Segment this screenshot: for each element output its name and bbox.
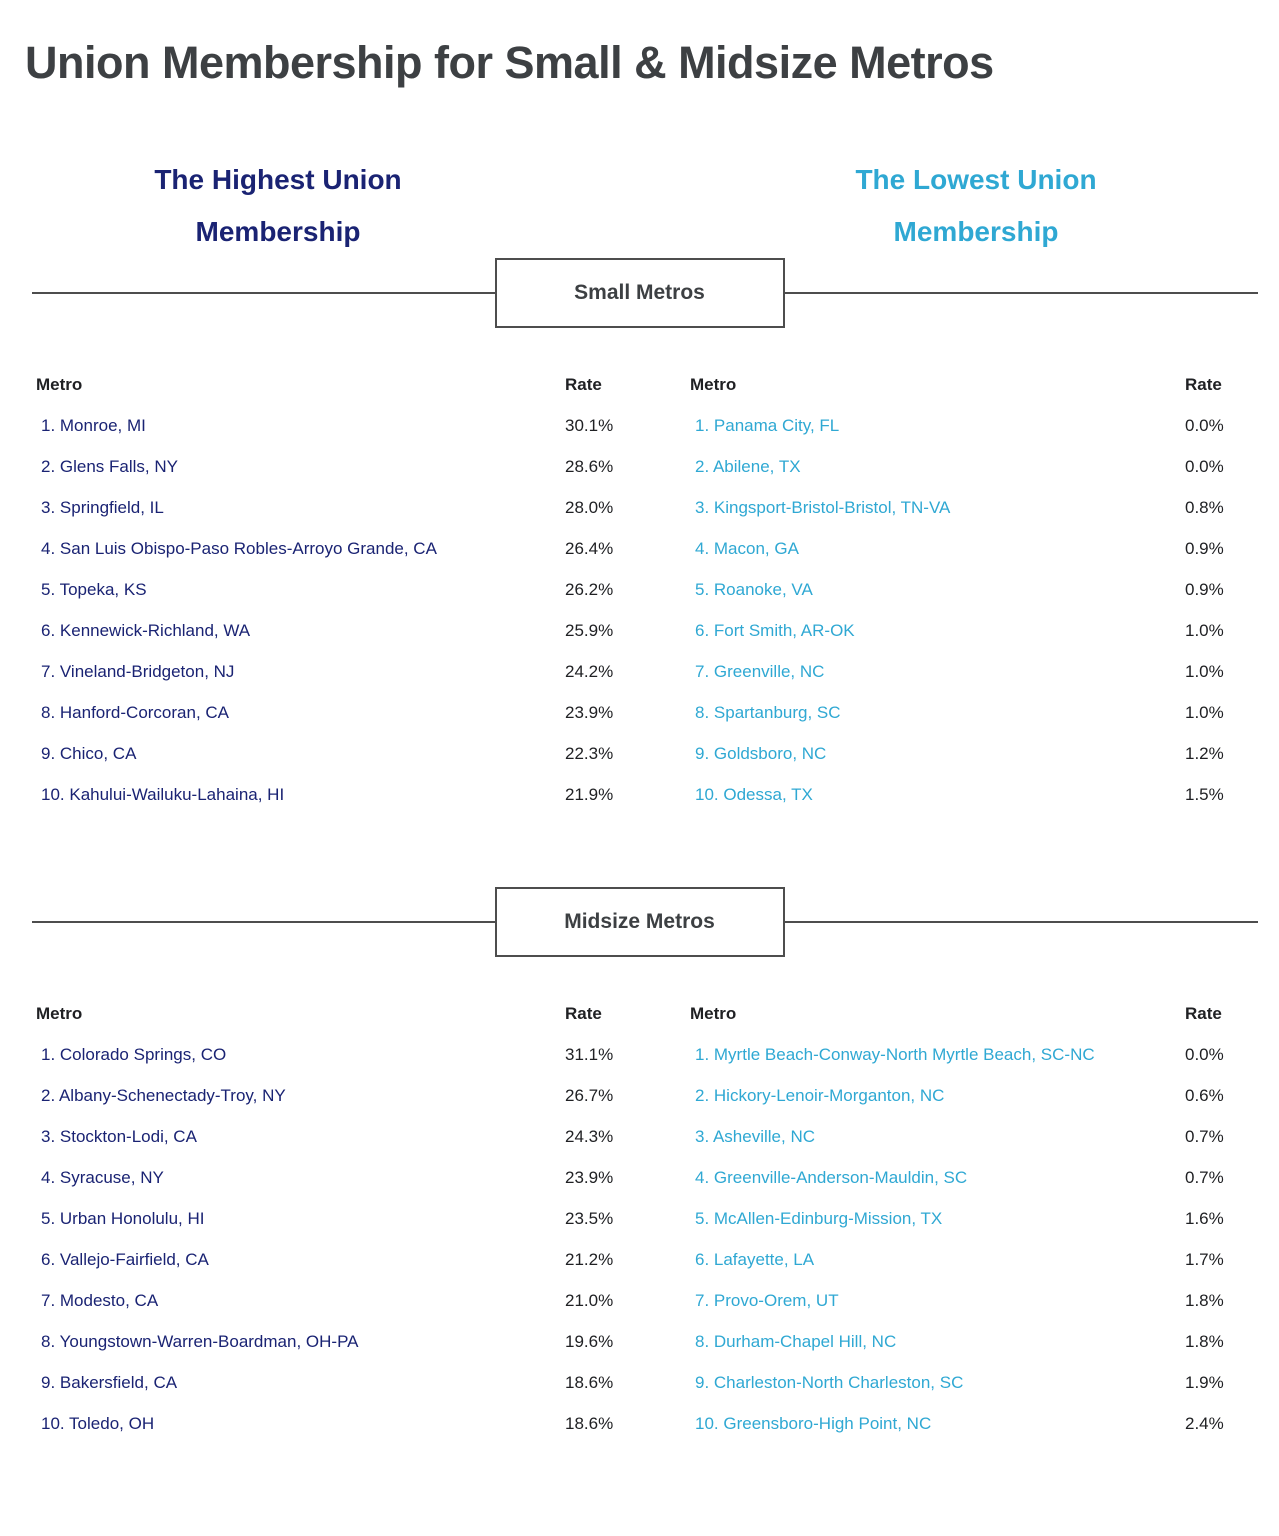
table-row xyxy=(36,446,620,487)
metro-cell: 2. Hickory-Lenoir-Morganton, NC xyxy=(695,1085,945,1105)
table-row xyxy=(690,1280,1243,1321)
metro-cell: 3. Kingsport-Bristol-Bristol, TN-VA xyxy=(695,497,951,517)
section-label-midsize-metros xyxy=(495,887,785,957)
metro-cell: 5. McAllen-Edinburg-Mission, TX xyxy=(695,1208,943,1228)
table-row xyxy=(690,610,1243,651)
rate-cell: 0.0% xyxy=(1185,415,1224,435)
table-header-row xyxy=(36,993,620,1034)
table-row xyxy=(690,1403,1243,1444)
metro-column-header: Metro xyxy=(36,374,83,394)
metro-cell: 3. Springfield, IL xyxy=(41,497,164,517)
rate-cell: 0.7% xyxy=(1185,1167,1224,1187)
section-divider-midsize-metros xyxy=(0,887,1279,957)
section-divider-small-metros xyxy=(0,258,1279,328)
rate-column-header: Rate xyxy=(565,1003,602,1023)
metro-cell: 8. Hanford-Corcoran, CA xyxy=(41,702,230,722)
rate-cell: 1.5% xyxy=(1185,784,1224,804)
metro-cell: 10. Odessa, TX xyxy=(695,784,813,804)
midsize-metros-tables xyxy=(0,993,1279,1444)
rate-cell: 19.6% xyxy=(565,1331,614,1351)
table-row xyxy=(690,1157,1243,1198)
table-row xyxy=(690,1239,1243,1280)
metro-cell: 5. Roanoke, VA xyxy=(695,579,813,599)
metro-cell: 3. Asheville, NC xyxy=(695,1126,815,1146)
section-label-text: Small Metros xyxy=(574,281,705,304)
metro-cell: 9. Bakersfield, CA xyxy=(41,1372,178,1392)
rate-cell: 23.5% xyxy=(565,1208,614,1228)
table-row xyxy=(690,446,1243,487)
table-header-row xyxy=(36,364,620,405)
metro-cell: 6. Lafayette, LA xyxy=(695,1249,815,1269)
table-row xyxy=(36,528,620,569)
rate-cell: 25.9% xyxy=(565,620,614,640)
metro-cell: 7. Greenville, NC xyxy=(695,661,825,681)
rate-cell: 23.9% xyxy=(565,702,614,722)
metro-cell: 5. Urban Honolulu, HI xyxy=(41,1208,205,1228)
rate-cell: 0.8% xyxy=(1185,497,1224,517)
table-row xyxy=(690,528,1243,569)
rate-cell: 0.9% xyxy=(1185,579,1224,599)
metro-cell: 5. Topeka, KS xyxy=(41,579,147,599)
table-row xyxy=(36,692,620,733)
table-row xyxy=(36,1239,620,1280)
metro-cell: 4. Greenville-Anderson-Mauldin, SC xyxy=(695,1167,968,1187)
metro-cell: 8. Youngstown-Warren-Boardman, OH-PA xyxy=(41,1331,359,1351)
small-metros-tables xyxy=(0,364,1279,815)
table-row xyxy=(690,1116,1243,1157)
table-row xyxy=(36,1321,620,1362)
rate-cell: 26.7% xyxy=(565,1085,614,1105)
rate-cell: 0.9% xyxy=(1185,538,1224,558)
metro-cell: 7. Modesto, CA xyxy=(41,1290,159,1310)
metro-cell: 9. Chico, CA xyxy=(41,743,137,763)
metro-cell: 10. Greensboro-High Point, NC xyxy=(695,1413,932,1433)
rate-cell: 0.0% xyxy=(1185,1044,1224,1064)
rate-cell: 23.9% xyxy=(565,1167,614,1187)
table-row xyxy=(690,1321,1243,1362)
rate-cell: 1.0% xyxy=(1185,702,1224,722)
table-row xyxy=(36,405,620,446)
rate-cell: 1.9% xyxy=(1185,1372,1224,1392)
rate-cell: 28.0% xyxy=(565,497,614,517)
metro-cell: 7. Vineland-Bridgeton, NJ xyxy=(41,661,235,681)
metro-cell: 10. Kahului-Wailuku-Lahaina, HI xyxy=(41,784,285,804)
rate-cell: 1.2% xyxy=(1185,743,1224,763)
rate-cell: 0.7% xyxy=(1185,1126,1224,1146)
table-header-row xyxy=(690,364,1243,405)
column-headings xyxy=(0,154,1279,258)
table-row xyxy=(690,651,1243,692)
metro-column-header: Metro xyxy=(690,374,737,394)
metro-cell: 1. Panama City, FL xyxy=(695,415,840,435)
midsize-lowest-table xyxy=(690,993,1243,1444)
table-row xyxy=(36,733,620,774)
rate-cell: 0.6% xyxy=(1185,1085,1224,1105)
rate-cell: 18.6% xyxy=(565,1372,614,1392)
metro-cell: 7. Provo-Orem, UT xyxy=(695,1290,839,1310)
metro-cell: 10. Toledo, OH xyxy=(41,1413,155,1433)
section-label-small-metros xyxy=(495,258,785,328)
metro-cell: 2. Albany-Schenectady-Troy, NY xyxy=(41,1085,286,1105)
table-row xyxy=(690,487,1243,528)
small-highest-table xyxy=(36,364,620,815)
rate-cell: 21.0% xyxy=(565,1290,614,1310)
rate-cell: 0.0% xyxy=(1185,456,1224,476)
table-row xyxy=(690,1075,1243,1116)
metro-cell: 6. Vallejo-Fairfield, CA xyxy=(41,1249,209,1269)
metro-cell: 2. Abilene, TX xyxy=(695,456,801,476)
midsize-highest-table xyxy=(36,993,620,1444)
table-row xyxy=(690,1362,1243,1403)
highest-union-heading: The Highest Union Membership xyxy=(154,164,402,247)
table-row xyxy=(690,733,1243,774)
rate-column-header: Rate xyxy=(1185,1003,1222,1023)
table-row xyxy=(36,1403,620,1444)
metro-cell: 3. Stockton-Lodi, CA xyxy=(41,1126,197,1146)
rate-cell: 26.4% xyxy=(565,538,614,558)
rate-cell: 30.1% xyxy=(565,415,614,435)
metro-cell: 2. Glens Falls, NY xyxy=(41,456,178,476)
rate-cell: 1.0% xyxy=(1185,620,1224,640)
metro-cell: 4. San Luis Obispo-Paso Robles-Arroyo Grande, CA xyxy=(41,538,437,558)
metro-cell: 9. Goldsboro, NC xyxy=(695,743,827,763)
table-row xyxy=(690,774,1243,815)
rate-column-header: Rate xyxy=(565,374,602,394)
rate-column-header: Rate xyxy=(1185,374,1222,394)
table-row xyxy=(36,1362,620,1403)
table-row xyxy=(36,1116,620,1157)
metro-cell: 6. Fort Smith, AR-OK xyxy=(695,620,855,640)
metro-cell: 8. Spartanburg, SC xyxy=(695,702,841,722)
metro-cell: 9. Charleston-North Charleston, SC xyxy=(695,1372,964,1392)
table-row xyxy=(690,1198,1243,1239)
rate-cell: 1.6% xyxy=(1185,1208,1224,1228)
rate-cell: 2.4% xyxy=(1185,1413,1224,1433)
metro-column-header: Metro xyxy=(690,1003,737,1023)
table-row xyxy=(36,1198,620,1239)
metro-cell: 1. Colorado Springs, CO xyxy=(41,1044,227,1064)
rate-cell: 28.6% xyxy=(565,456,614,476)
metro-cell: 6. Kennewick-Richland, WA xyxy=(41,620,251,640)
table-row xyxy=(36,1280,620,1321)
rate-cell: 21.2% xyxy=(565,1249,614,1269)
rate-cell: 1.8% xyxy=(1185,1290,1224,1310)
metro-column-header: Metro xyxy=(36,1003,83,1023)
metro-cell: 4. Macon, GA xyxy=(695,538,799,558)
rate-cell: 1.8% xyxy=(1185,1331,1224,1351)
rate-cell: 22.3% xyxy=(565,743,614,763)
metro-cell: 4. Syracuse, NY xyxy=(41,1167,164,1187)
metro-cell: 1. Myrtle Beach-Conway-North Myrtle Beach, SC-NC xyxy=(695,1044,1095,1064)
metro-cell: 8. Durham-Chapel Hill, NC xyxy=(695,1331,897,1351)
table-row xyxy=(36,774,620,815)
table-row xyxy=(690,569,1243,610)
section-label-text: Midsize Metros xyxy=(564,910,715,933)
page-title: Union Membership for Small & Midsize Metros xyxy=(25,37,994,88)
metro-cell: 1. Monroe, MI xyxy=(41,415,146,435)
rate-cell: 18.6% xyxy=(565,1413,614,1433)
table-row xyxy=(690,692,1243,733)
table-row xyxy=(690,1034,1243,1075)
rate-cell: 1.7% xyxy=(1185,1249,1224,1269)
table-row xyxy=(36,1157,620,1198)
rate-cell: 1.0% xyxy=(1185,661,1224,681)
rate-cell: 24.3% xyxy=(565,1126,614,1146)
lowest-union-heading: The Lowest Union Membership xyxy=(855,164,1097,247)
table-row xyxy=(690,405,1243,446)
table-row xyxy=(36,651,620,692)
table-row xyxy=(36,610,620,651)
rate-cell: 24.2% xyxy=(565,661,614,681)
table-row xyxy=(36,569,620,610)
rate-cell: 31.1% xyxy=(565,1044,614,1064)
table-row xyxy=(36,1075,620,1116)
rate-cell: 21.9% xyxy=(565,784,614,804)
rate-cell: 26.2% xyxy=(565,579,614,599)
small-lowest-table xyxy=(690,364,1243,815)
table-header-row xyxy=(690,993,1243,1034)
table-row xyxy=(36,1034,620,1075)
table-row xyxy=(36,487,620,528)
